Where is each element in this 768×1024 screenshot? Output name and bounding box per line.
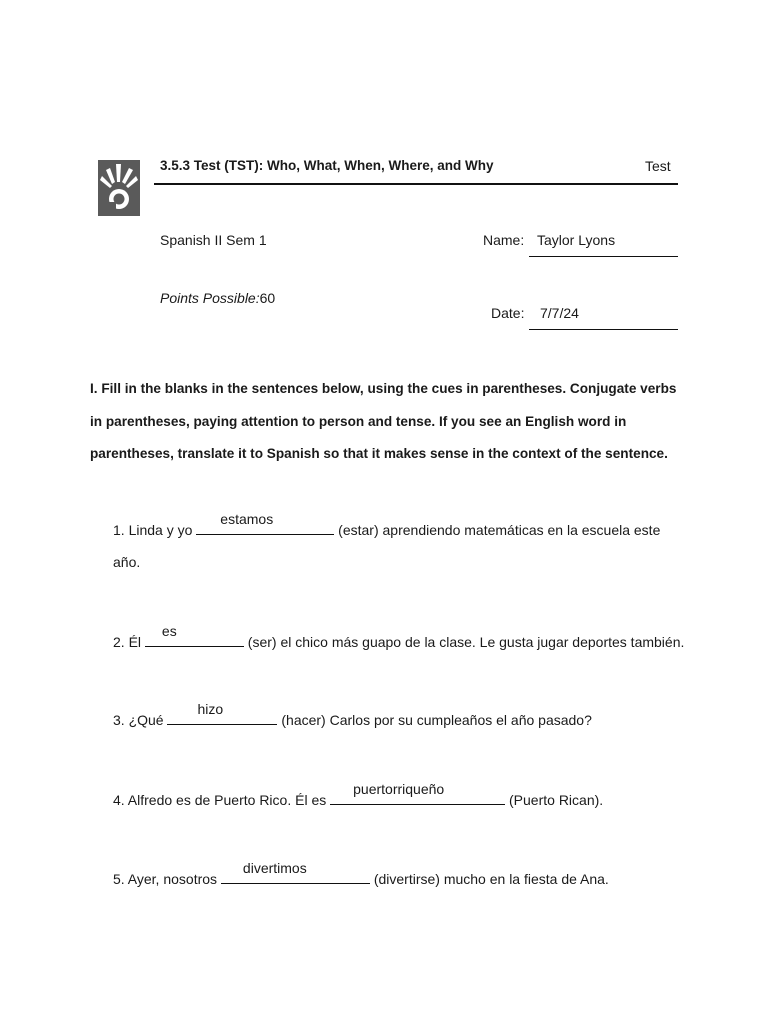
test-type-label: Test [645, 158, 671, 174]
answer-text: estamos [220, 511, 274, 527]
question-2 [113, 623, 688, 658]
question-1 [113, 511, 688, 578]
answer-text: puertorriqueño [353, 781, 445, 797]
question-prefix: 4. Alfredo es de Puerto Rico. Él es [113, 792, 327, 808]
name-underline [529, 256, 678, 257]
answer-blank [330, 781, 505, 805]
name-label: Name: [483, 232, 525, 248]
question-prefix: 5. Ayer, nosotros [113, 871, 218, 887]
points-possible [160, 290, 275, 306]
date-underline [529, 329, 678, 330]
question-prefix: 3. ¿Qué [113, 712, 164, 728]
question-suffix: (hacer) Carlos por su cumpleaños el año pasado? [281, 712, 592, 728]
question-5 [113, 860, 688, 895]
question-3 [113, 701, 688, 736]
question-prefix: 1. Linda y yo [113, 522, 193, 538]
answer-blank [196, 511, 334, 535]
answer-text: hizo [197, 701, 224, 717]
question-4 [113, 781, 688, 816]
course-name: Spanish II Sem 1 [160, 232, 267, 248]
section-instructions: I. Fill in the blanks in the sentences below, using the cues in parentheses. Conjugate verbs in parentheses, paying attention to person and tense. If you see an English word in parentheses, translate it to Spanish so that it makes sense in the context of the sentence. [90, 381, 677, 461]
answer-blank [167, 701, 277, 725]
question-suffix: (estar) aprendiendo matemáticas en la escuela este año. [113, 522, 661, 570]
question-suffix: (Puerto Rican). [509, 792, 604, 808]
question-suffix: (divertirse) mucho en la fiesta de Ana. [373, 871, 609, 887]
school-logo-icon [98, 160, 140, 216]
answer-text: divertimos [242, 860, 307, 876]
points-value: 60 [259, 290, 276, 306]
date-value: 7/7/24 [540, 305, 579, 321]
answer-text: es [161, 623, 177, 639]
header-divider [154, 183, 678, 185]
test-title: 3.5.3 Test (TST): Who, What, When, Where, and Why [160, 158, 494, 173]
points-label: Points Possible: [160, 290, 260, 306]
question-suffix: (ser) el chico más guapo de la clase. Le gusta jugar deportes también. [247, 634, 685, 650]
date-label: Date: [491, 305, 525, 321]
answer-blank [145, 623, 244, 647]
name-value: Taylor Lyons [537, 232, 616, 248]
answer-blank [221, 860, 370, 884]
question-prefix: 2. Él [113, 634, 142, 650]
